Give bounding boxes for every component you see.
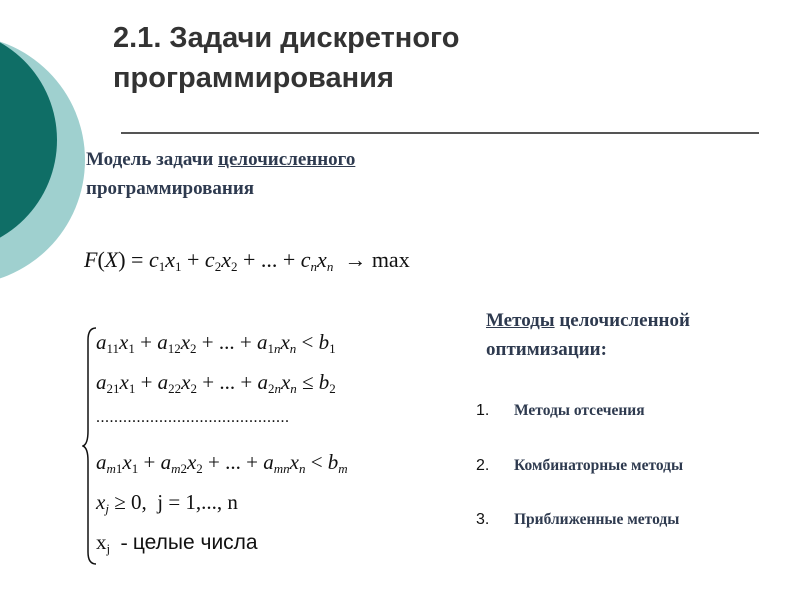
method-number: 2. [476,457,490,474]
method-item [476,457,683,475]
slide-title: 2.1. Задачи дискретного программирования [113,22,460,94]
method-label: Приближенные методы [514,511,680,528]
method-item [476,402,645,420]
model-heading-suffix: программирования [86,178,255,199]
constraint-row-dots: ........................................... [96,409,290,426]
method-number: 3. [476,511,490,528]
constraint-row-2: $a_{21}x_1 + a_{22}x_2$ + ... + $a_{2n}x_n \le b_2$ [96,370,336,396]
title-divider [121,132,759,134]
method-number: 1. [476,402,490,419]
methods-heading [486,306,786,364]
method-label: Комбинаторные методы [514,457,684,474]
methods-heading-rest: целочисленной оптимизации: [486,310,690,360]
methods-heading-underlined: Методы [486,310,555,331]
constraint-row-m: $a_{m1}x_1 + a_{m2}x_2$ + ... + $a_{mn}x_n < b_m$ [96,450,348,476]
model-heading-underlined: целочисленного [218,149,356,170]
objective-function: $F(X) = c_1x_1 + c_2x_2$ + ... + $c_nx_n \to \max$ [84,247,410,274]
method-item [476,511,679,529]
constraint-nonneg: $x_j \ge 0$, j = 1,..., n [96,490,238,516]
model-heading [86,145,506,203]
method-label: Методы отсечения [514,402,645,419]
model-heading-prefix: Модель задачи [86,149,219,170]
constraint-integer: $x_j$ - целые числа [96,530,258,556]
constraint-row-1: $a_{11}x_1 + a_{12}x_2$ + ... + $a_{1n}x_n < b_1$ [96,330,336,356]
